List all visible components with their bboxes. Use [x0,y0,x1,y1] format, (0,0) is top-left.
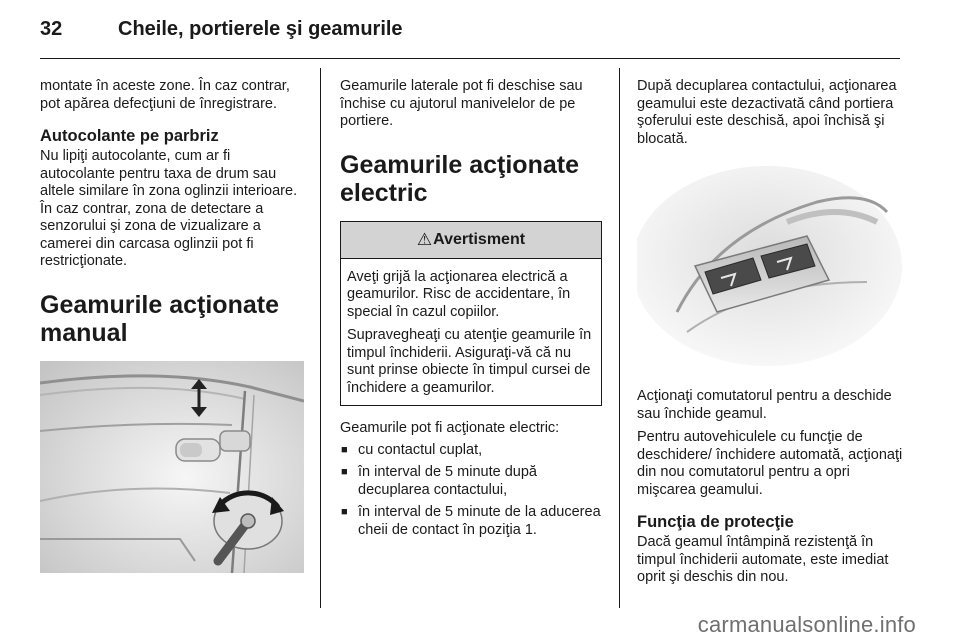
watermark: carmanualsonline.info [697,612,916,637]
col1-intro: montate în aceste zone. În caz contrar, pot apărea defecţiuni de înregistrare. [40,78,290,112]
conditions-intro: Geamurile pot fi acţionate electric: [340,420,560,436]
electric-windows-heading: Geamurile acţionate electric [340,150,579,207]
warning-header [341,222,601,259]
column-2 [340,78,602,544]
col3-intro: După decuplarea contactului, acţionarea geamului este dezactivată când portiera şoferului este deschisă, apoi închisă şi blocată. [637,78,897,147]
warning-triangle-icon: ⚠ [416,229,433,249]
column-divider-1 [320,68,321,608]
warning-paragraph-1: Aveţi grijă la acţionarea electrică a geamurilor. Risc de accidentare, în special în cazul copiilor. [347,268,571,320]
sticker-heading: Autocolante pe parbriz [40,127,219,145]
conditions-list [340,442,602,540]
column-3 [637,78,903,587]
protection-heading: Funcţia de protecţie [637,513,794,531]
manual-windows-heading: Geamurile acţionate manual [40,290,279,347]
warning-paragraph-2: Supravegheaţi cu atenţie geamurile în timpul închiderii. Asiguraţi-vă că nu sunt prinse obiecte în timpul cursei de închidere a geamurilor. [347,327,592,396]
protection-text: Dacă geamul întâmpină rezistenţă în timpul închiderii automate, este imediat oprit şi deschis din nou. [637,534,889,585]
col2-intro: Geamurile laterale pot fi deschise sau închise cu ajutorul manivelelor de pe portiere. [340,78,583,129]
column-divider-2 [619,68,620,608]
header-rule [40,58,900,59]
power-window-switch-illustration [637,162,903,374]
sticker-text: Nu lipiţi autocolante, cum ar fi autocolante pentru taxa de drum sau altele similare în zona oglinzii interioare. În caz contrar, zona de detectare a senzorului şi zona de vizualizare a camerei din carcasa oglinzii pot fi restricţionate. [40,148,298,269]
page-title: Cheile, portierele şi geamurile [118,18,403,40]
list-item: ■ în interval de 5 minute după decuplarea contactului, [340,464,602,499]
warning-box [340,221,602,407]
auto-text: Pentru autovehiculele cu funcţie de deschidere/ închidere automată, acţionaţi din nou comutatorul pentru a opri mişcarea geamului. [637,429,903,498]
warning-title: Avertisment [433,230,526,248]
list-item: ■ cu contactul cuplat, [340,442,602,460]
list-item: ■ în interval de 5 minute de la aducerea cheii de contact în poziţia 1. [340,504,602,539]
manual-window-crank-illustration [40,361,304,573]
warning-body [341,259,601,406]
page-header [40,18,403,48]
page-number: 32 [40,18,63,40]
switch-text: Acţionaţi comutatorul pentru a deschide sau închide geamul. [637,388,892,422]
column-1 [40,78,304,573]
